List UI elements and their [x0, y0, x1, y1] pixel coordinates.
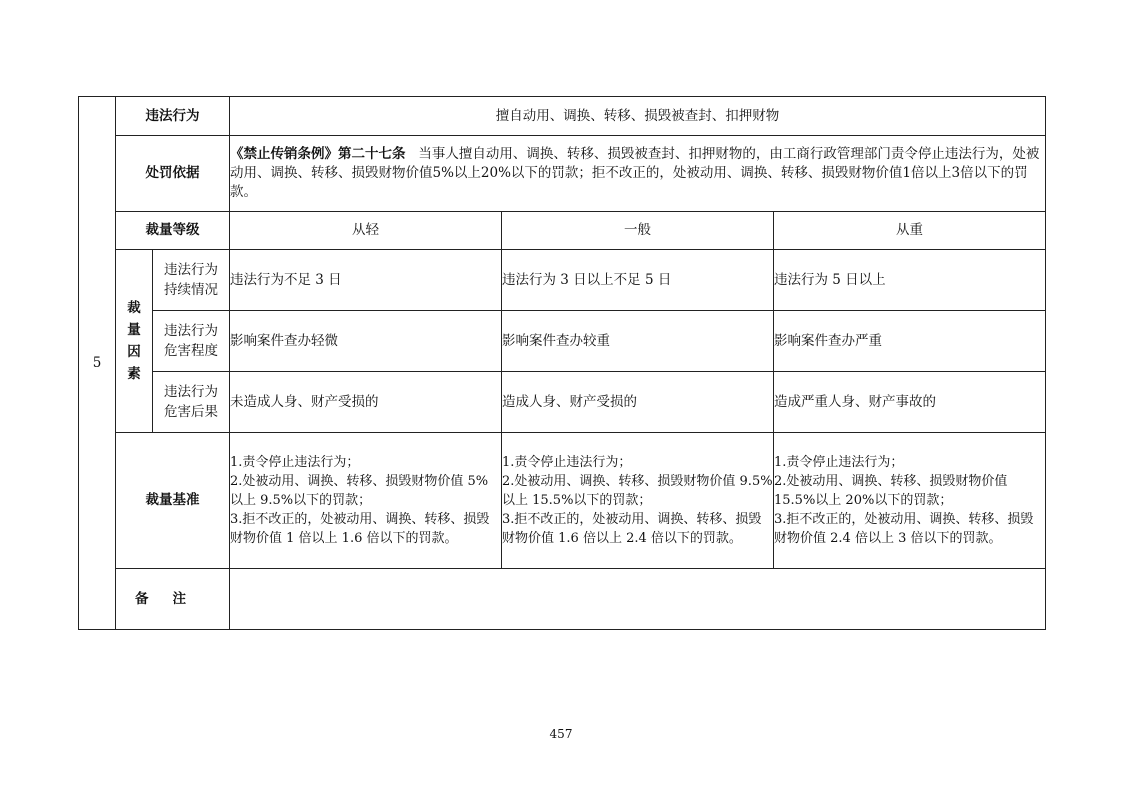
standard-line: 3.拒不改正的，处被动用、调换、转移、损毁财物价值 1 倍以上 1.6 倍以下的罚款。	[230, 512, 490, 546]
factor-normal: 造成人身、财产受损的	[502, 372, 774, 433]
factor-heavy: 造成严重人身、财产事故的	[774, 372, 1046, 433]
level-light: 从轻	[230, 212, 502, 250]
factor-name	[153, 311, 230, 372]
factor-row	[79, 311, 1046, 372]
factor-name-line: 违法行为	[164, 323, 218, 339]
factor-name-line: 持续情况	[164, 282, 218, 298]
violation-row	[79, 97, 1046, 136]
factor-name-line: 危害后果	[164, 404, 218, 420]
standard-line: 1.责令停止违法行为；	[774, 455, 904, 470]
levels-row	[79, 212, 1046, 250]
standard-label: 裁量基准	[116, 433, 230, 569]
standard-line: 1.责令停止违法行为；	[230, 455, 360, 470]
basis-cell	[230, 136, 1046, 212]
remarks-label-text: 备注	[135, 590, 210, 607]
discretion-table	[78, 96, 1046, 630]
basis-text: 当事人擅自动用、调换、转移、损毁被查封、扣押财物的，由工商行政管理部门责令停止违法行为，处被动用、调换、转移、损毁财物价值5%以上20%以下的罚款；拒不改正的，处被动用、调换、转移、损毁财物价值1倍以上3倍以下的罚款。	[230, 146, 1040, 200]
factor-name-line: 危害程度	[164, 343, 218, 359]
standard-line: 2.处被动用、调换、转移、损毁财物价值 5%以上 9.5%以下的罚款；	[230, 474, 489, 508]
factor-heavy: 影响案件查办严重	[774, 311, 1046, 372]
remarks-value	[230, 569, 1046, 630]
factor-light: 违法行为不足 3 日	[230, 250, 502, 311]
factor-normal: 违法行为 3 日以上不足 5 日	[502, 250, 774, 311]
standard-light	[230, 433, 502, 569]
factor-row	[79, 372, 1046, 433]
factors-label	[116, 250, 153, 433]
standard-line: 3.拒不改正的，处被动用、调换、转移、损毁财物价值 2.4 倍以上 3 倍以下的罚款。	[774, 512, 1034, 546]
remarks-label	[116, 569, 230, 630]
factor-name-line: 违法行为	[164, 384, 218, 400]
basis-row	[79, 136, 1046, 212]
factors-char: 裁	[127, 300, 141, 316]
violation-value: 擅自动用、调换、转移、损毁被查封、扣押财物	[230, 97, 1046, 136]
basis-label: 处罚依据	[116, 136, 230, 212]
factors-char: 因	[127, 344, 141, 360]
factors-char: 素	[127, 366, 141, 382]
factors-char: 量	[127, 322, 141, 338]
standard-line: 2.处被动用、调换、转移、损毁财物价值 15.5%以上 20%以下的罚款；	[774, 474, 1008, 508]
level-heavy: 从重	[774, 212, 1046, 250]
factor-light: 影响案件查办轻微	[230, 311, 502, 372]
level-normal: 一般	[502, 212, 774, 250]
factor-name	[153, 372, 230, 433]
violation-label: 违法行为	[116, 97, 230, 136]
factor-heavy: 违法行为 5 日以上	[774, 250, 1046, 311]
levels-label: 裁量等级	[116, 212, 230, 250]
factor-row	[79, 250, 1046, 311]
standard-line: 1.责令停止违法行为；	[502, 455, 632, 470]
standard-line: 3.拒不改正的，处被动用、调换、转移、损毁财物价值 1.6 倍以上 2.4 倍以下的罚款。	[502, 512, 762, 546]
standard-row	[79, 433, 1046, 569]
page-number: 457	[549, 727, 573, 741]
factor-name	[153, 250, 230, 311]
law-title: 《禁止传销条例》第二十七条	[230, 146, 406, 162]
item-number: 5	[79, 97, 116, 630]
factor-name-line: 违法行为	[164, 262, 218, 278]
factor-normal: 影响案件查办较重	[502, 311, 774, 372]
factor-light: 未造成人身、财产受损的	[230, 372, 502, 433]
standard-normal	[502, 433, 774, 569]
standard-line: 2.处被动用、调换、转移、损毁财物价值 9.5%以上 15.5%以下的罚款；	[502, 474, 773, 508]
remarks-row	[79, 569, 1046, 630]
standard-heavy	[774, 433, 1046, 569]
